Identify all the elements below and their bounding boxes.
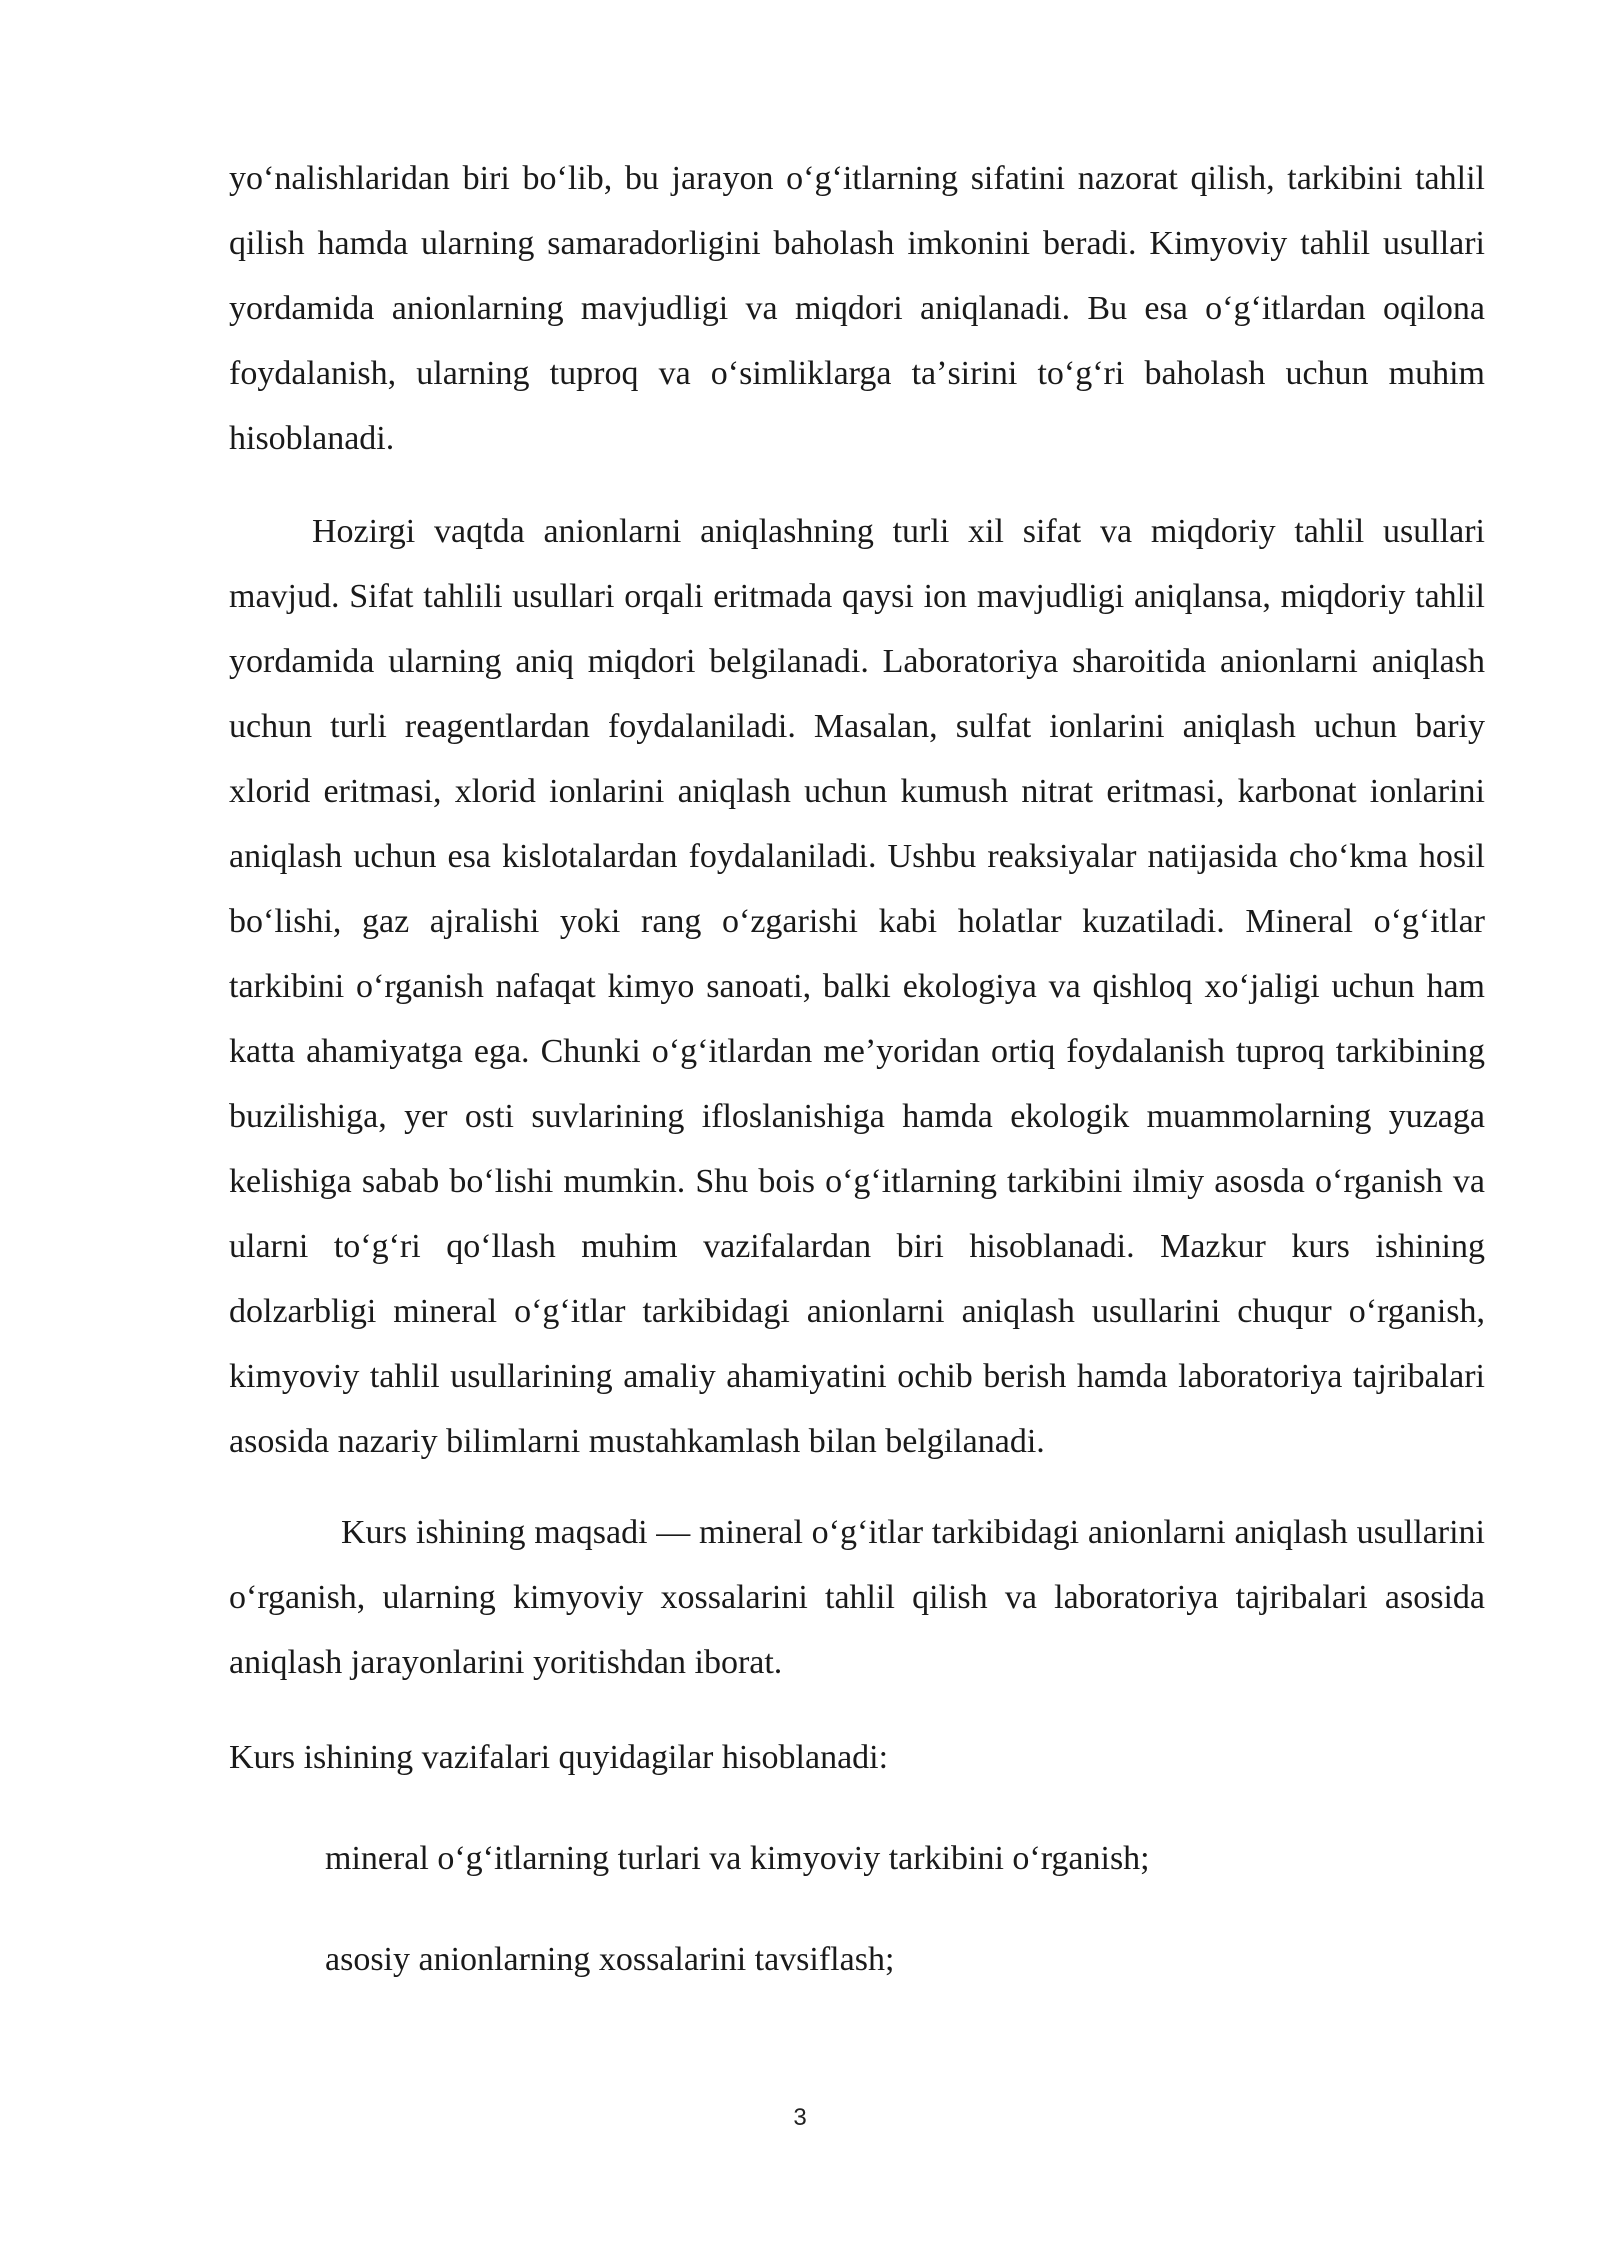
page-body xyxy=(229,146,1485,1992)
task-item: asosiy anionlarning xossalarini tavsiflash; xyxy=(325,1941,895,1978)
paragraph-analysis-methods: Hozirgi vaqtda anionlarni aniqlashning turli xil sifat va miqdoriy tahlil usullari mavjud. Sifat tahlili usullari orqali eritmada qaysi ion mavjudligi aniqlansa, miqdoriy tahlil yordamida ularning aniq miqdori belgilanadi. Laboratoriya sharoitida anionlarni aniqlash uchun turli reagentlardan foydalaniladi. Masalan, sulfat ionlarini aniqlash uchun bariy xlorid eritmasi, xlorid ionlarini aniqlash uchun kumush nitrat eritmasi, karbonat ionlarini aniqlash uchun esa kislotalardan foydalaniladi. Ushbu reaksiyalar natijasida choʻkma hosil boʻlishi, gaz ajralishi yoki rang oʻzgarishi kabi holatlar kuzatiladi. Mineral oʻgʻitlar tarkibini oʻrganish nafaqat kimyo sanoati, balki ekologiya va qishloq xoʻjaligi uchun ham katta ahamiyatga ega. Chunki oʻgʻitlardan meʼyoridan ortiq foydalanish tuproq tarkibining buzilishiga, yer osti suvlarining ifloslanishiga hamda ekologik muammolarning yuzaga kelishiga sabab boʻlishi mumkin. Shu bois oʻgʻitlarning tarkibini ilmiy asosda oʻrganish va ularni toʻgʻri qoʻllash muhim vazifalardan biri hisoblanadi. Mazkur kurs ishining dolzarbligi mineral oʻgʻitlar tarkibidagi anionlarni aniqlash usullarini chuqur oʻrganish, kimyoviy tahlil usullarining amaliy ahamiyatini ochib berish hamda laboratoriya tajribalari asosida nazariy bilimlarni mustahkamlash bilan belgilanadi. xyxy=(229,513,1485,1460)
paragraph-continuation: yoʻnalishlaridan biri boʻlib, bu jarayon oʻgʻitlarning sifatini nazorat qilish, tarkibini tahlil qilish hamda ularning samaradorligini baholash imkonini beradi. Kimyoviy tahlil usullari yordamida anionlarning mavjudligi va miqdori aniqlanadi. Bu esa oʻgʻitlardan oqilona foydalanish, ularning tuproq va oʻsimliklarga taʼsirini toʻgʻri baholash uchun muhim hisoblanadi. xyxy=(229,160,1485,457)
paragraph-course-goal: Kurs ishining maqsadi — mineral oʻgʻitlar tarkibidagi anionlarni aniqlash usullarini oʻrganish, ularning kimyoviy xossalarini tahlil qilish va laboratoriya tajribalari asosida aniqlash jarayonlarini yoritishdan iborat. xyxy=(229,1514,1485,1681)
task-list xyxy=(229,1826,1485,1992)
page-number: 3 xyxy=(793,2104,807,2131)
task-item: mineral oʻgʻitlarning turlari va kimyoviy tarkibini oʻrganish; xyxy=(325,1840,1150,1877)
paragraph-tasks-intro: Kurs ishining vazifalari quyidagilar hisoblanadi: xyxy=(229,1739,889,1776)
